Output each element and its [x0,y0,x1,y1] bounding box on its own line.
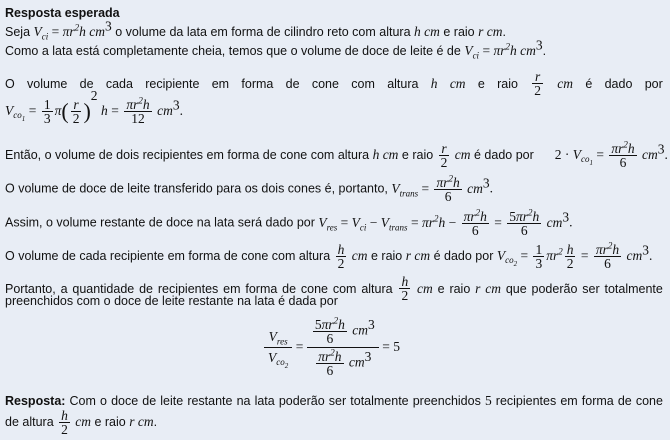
formula-vco1: $V_{co_1}$ = $\frac{1}{3}$ π( $\frac{r}{2}$ )$^2$ h = $\frac{\pi r^2h}{12}$ $cm^3$. [5,87,183,126]
word: a [60,281,68,296]
frac-h-over-2: $\frac{h}{2}$ [61,408,68,437]
word: ser [328,394,347,408]
word: quantidade [72,281,135,296]
text: e raio [439,25,479,39]
word: que [505,281,527,296]
text: Assim, o volume restante de doce na lata será dado por [5,215,319,230]
word: totalmente [350,394,409,408]
word: cone [635,394,663,408]
word: poderão [278,394,325,408]
word: ser [582,281,600,296]
word: forma [245,281,278,296]
word: dado [604,76,633,91]
line-full-can [5,37,547,61]
word: Com [69,394,96,408]
line-two-cones [5,139,668,171]
period: . [542,44,547,58]
answer-label: Resposta: [5,394,66,408]
word: altura [387,76,419,91]
var-r: r [475,280,481,296]
text: O volume de doce de leite transferido para os dois cones é, portanto, [5,181,392,196]
word: de [617,394,632,408]
word: recipientes [495,394,557,408]
text: e raio [91,414,130,429]
line-transferred: O volume de doce de leite transferido para os dois cones é, portanto, $V_{trans}$ = $\frac{\pi r^2h}{6}$ $cm^3$. [5,173,494,204]
unit-cm: cm [449,75,466,91]
formula-vci-2: $V_{ci} = \pi r^2h$ $cm^3$ [464,37,543,61]
period: . [153,414,158,429]
word: é [585,76,593,91]
frac-r-over-2: $\frac{r}{2}$ [534,69,541,98]
text: de altura [5,414,58,429]
text: O volume de cada recipiente em forma de cone com altura [5,248,334,263]
word: volume [27,76,68,91]
formula-vco2: $V_{co_2}$ = $\frac{1}{3}$ $\pi r^2$ $\frac{h}{2}$ = $\frac{\pi r^2h}{6}$ $cm^3$ [496,240,650,272]
word: de [285,76,300,91]
line-cylinder-volume [5,18,506,42]
text: o volume da lata em forma de cilindro reto com altura [111,25,415,39]
word: de [142,394,157,408]
line-filled-with: preenchidos com o doce de leite restante na lata é dada por [5,294,338,308]
var-h: h cm [414,24,440,39]
formula-2vco1: $2 \cdot V_{co_1}$ = $\frac{\pi r^2h}{6}$ $cm^3$. [554,139,668,171]
word: Portanto, [5,281,56,296]
answer-line-1 [5,393,663,409]
var-r: r cm [478,24,503,39]
word: lata [254,394,275,408]
word: o [100,394,107,408]
word: restante [187,394,233,408]
line-remaining: Assim, o volume restante de doce na lata será dado por $V_{res} = V_{ci} - V_{trans} = \pi r^2h$ − $\frac{\pi r^2h}{6}$ = $\frac{5\pi r^2h}{6}$ $cm^3$. [5,207,573,238]
text: e raio [367,248,406,263]
answer-number: 5 [484,393,492,408]
formula-vci: $V_{ci} = \pi r^2h$ $cm^3$ [33,18,112,42]
unit-cm: cm [485,280,501,296]
word: de [282,281,297,296]
word: cone [300,281,329,296]
word: poderão [531,281,578,296]
var-h: h [430,75,438,91]
line-cone-vco2: O volume de cada recipiente em forma de cone com altura $\frac{h}{2}$ cm e raio r cm é dado por $V_{co_2}$ = $\frac{1}{3}$ $\pi r^2$ $\frac{h}{2}$ = $\frac{\pi r^2h}{6}$ $cm^3$. [5,240,653,272]
word: cone [311,76,339,91]
word: altura [361,281,393,296]
formula-vres: $V_{res} = V_{ci} - V_{trans} = \pi r^2h$ − $\frac{\pi r^2h}{6}$ = $\frac{5\pi r^2h}{6}$ $cm^3$ [318,207,570,238]
word: forma [581,394,614,408]
word: na [236,394,251,408]
frac-r-over-2: $\frac{r}{2}$ [440,141,448,170]
frac-h-over-2: $\frac{h}{2}$ [401,274,409,303]
text: é dado por [430,248,497,263]
period: . [502,25,506,39]
text: Como a lata está completamente cheia, temos que o volume de doce de leite é de [5,44,465,58]
word: de [79,76,94,91]
word: em [211,76,230,91]
equals-five: = 5 [382,338,400,354]
word: com [351,76,375,91]
word: O [5,76,15,91]
word: e [477,76,485,91]
word: leite [160,394,184,408]
frac-h-over-2: $\frac{h}{2}$ [337,242,345,271]
word: preenchidos [412,394,481,408]
line-cone-volume [5,70,663,97]
var-h: h cm [372,146,399,162]
word: em [223,281,241,296]
unit-cm: cm [557,75,574,91]
word: raio [449,281,471,296]
word: recipientes [157,281,219,296]
text: Então, o volume de dois recipientes em forma de cone com altura [5,147,373,162]
word: de [139,281,153,296]
formula-vtrans: $V_{trans}$ = $\frac{\pi r^2h}{6}$ $cm^3$ [391,173,490,204]
answer-line-2: de altura $\frac{h}{2}$ cm e raio r cm. [5,408,158,437]
word: cada [105,76,133,91]
unit-cm: cm [451,146,471,162]
section-title: Resposta esperada [5,6,120,20]
formula-quotient: $\frac{V_{res}}{V_{co_2}}$ = $\frac{5\pi r^2h}{6}$ $cm^3$ $\frac{\pi r^2h}{6}$ $cm^3$ = 5 [264,318,400,377]
text: e raio [398,147,437,162]
word: raio [497,76,518,91]
word: recipiente [145,76,200,91]
text: Seja [5,25,34,39]
unit-cm: cm [417,280,433,296]
word: em [560,394,578,408]
word: totalmente [604,281,663,296]
word: por [644,76,663,91]
word: e [437,281,445,296]
text: é dado por [470,147,534,162]
word: forma [241,76,274,91]
word: doce [111,394,139,408]
word: com [332,281,357,296]
